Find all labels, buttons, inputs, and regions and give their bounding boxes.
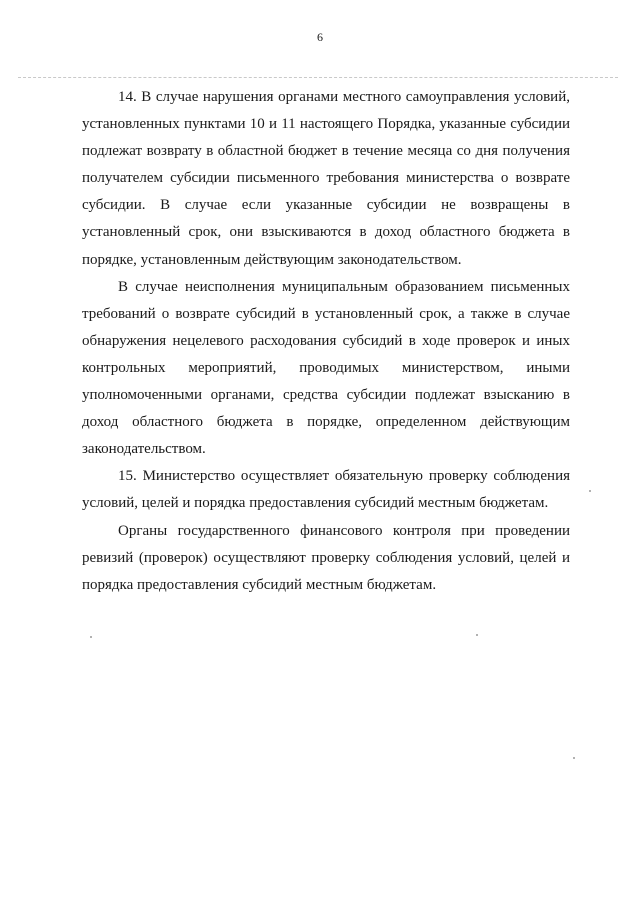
document-body bbox=[82, 84, 570, 599]
scan-speck bbox=[589, 490, 591, 492]
paragraph-14: 14. В случае нарушения органами местного самоуправления условий, установленных пунктами 10 и 11 настоящего Порядка, указанные субсидии подлежат возврату в областной бюджет в течение месяца со дня получения получателем субсидии письменного требования министерства о возврате субсидии. В случае если указанные субсидии не возвращены в установленный срок, они взыскиваются в доход областного бюджета в порядке, установленным действующим законодательством. bbox=[82, 89, 570, 268]
scan-speck bbox=[90, 636, 92, 638]
paragraph-14-continued: В случае неисполнения муниципальным образованием письменных требований о возврате субсидий в установленный срок, а также в случае обнаружения нецелевого расходования субсидий в ходе проверок и иных контрольных мероприятий, проводимых министерством, иными уполномоченными органами, средства субсидии подлежат взысканию в доход областного бюджета в порядке, определенном действующим законодательством. bbox=[82, 278, 570, 458]
scan-speck bbox=[476, 634, 478, 636]
paragraph-15-continued: Органы государственного финансового контроля при проведении ревизий (проверок) осуществляют проверку соблюдения условий, целей и порядка предоставления субсидий местным бюджетам. bbox=[82, 522, 570, 593]
scan-artifact-line bbox=[18, 77, 618, 78]
paragraph-15: 15. Министерство осуществляет обязательную проверку соблюдения условий, целей и порядка предоставления субсидий местным бюджетам. bbox=[82, 468, 570, 512]
scan-speck bbox=[573, 757, 575, 759]
page-number: 6 bbox=[317, 30, 323, 44]
